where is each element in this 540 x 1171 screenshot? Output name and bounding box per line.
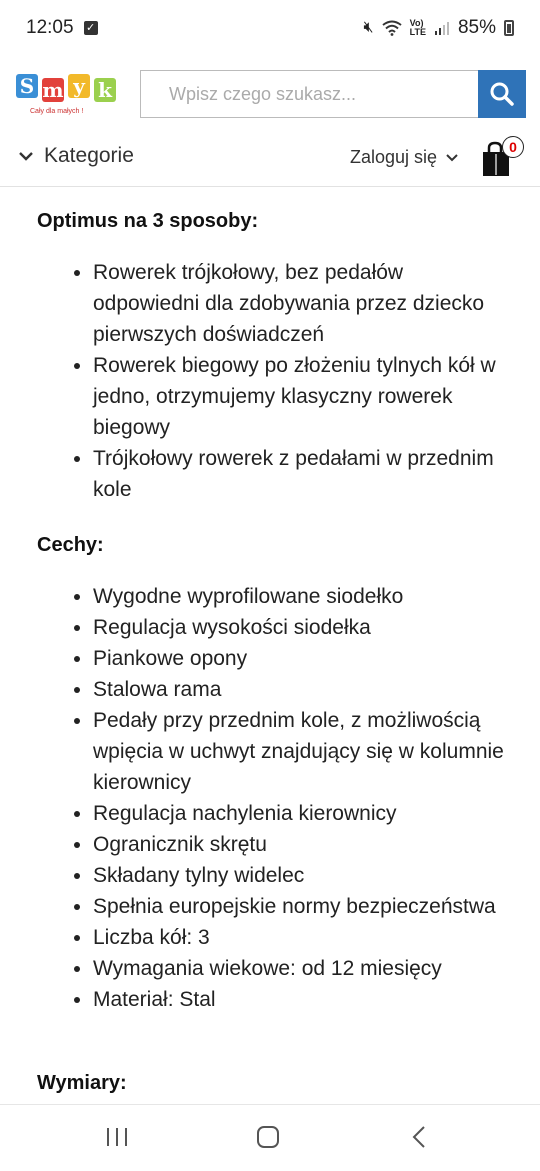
chevron-down-icon xyxy=(18,150,34,162)
chevron-down-icon xyxy=(445,153,459,163)
search-button[interactable] xyxy=(478,70,526,118)
recent-apps-icon[interactable] xyxy=(105,1125,129,1149)
section-title: Cechy: xyxy=(37,534,104,556)
list-item: • Liczba kół: 3 xyxy=(93,922,513,953)
list-item: • Materiał: Stal xyxy=(93,984,513,1015)
mute-icon: 🔇︎ xyxy=(363,19,374,36)
list-item: • Regulacja wysokości siodełka xyxy=(93,612,513,643)
logo-letter: k xyxy=(94,78,116,102)
home-icon[interactable] xyxy=(256,1125,280,1149)
feature-list xyxy=(56,257,513,505)
product-description xyxy=(0,186,540,1104)
feature-list xyxy=(56,581,513,1015)
categories-menu[interactable] xyxy=(18,144,134,168)
list-item: • Ogranicznik skrętu xyxy=(93,829,513,860)
search-bar xyxy=(140,70,526,118)
categories-label: Kategorie xyxy=(44,144,134,167)
list-item: • Spełnia europejskie normy bezpieczeństwa xyxy=(93,891,513,922)
cart-count-badge: 0 xyxy=(502,136,524,158)
list-item: • Pedały przy przednim kole, z możliwością wpięcia w uchwyt znajdujący się w kolumnie kierownicy xyxy=(93,705,513,798)
list-item: • Stalowa rama xyxy=(93,674,513,705)
list-item: • Rowerek trójkołowy, bez pedałów odpowiedni dla zdobywania przez dziecko pierwszych doświadczeń xyxy=(93,257,513,350)
wifi-icon xyxy=(382,20,402,36)
nav-bar xyxy=(0,130,540,187)
smyk-logo[interactable] xyxy=(16,70,120,118)
list-item: • Wygodne wyprofilowane siodełko xyxy=(93,581,513,612)
login-menu[interactable] xyxy=(350,147,459,168)
section-title: Optimus na 3 sposoby: xyxy=(37,210,259,232)
status-bar xyxy=(0,0,540,56)
logo-letter: S xyxy=(16,74,38,98)
notification-check-icon: ✓ xyxy=(84,21,98,35)
back-icon[interactable] xyxy=(408,1125,432,1149)
logo-letter: m xyxy=(42,78,64,102)
site-header xyxy=(0,62,540,128)
list-item: • Składany tylny widelec xyxy=(93,860,513,891)
section-title: Wymiary: xyxy=(37,1072,127,1094)
status-time: 12:05 xyxy=(26,17,74,38)
logo-letter: y xyxy=(68,74,90,98)
search-input[interactable] xyxy=(140,70,478,118)
list-item: • Piankowe opony xyxy=(93,643,513,674)
signal-icon xyxy=(434,20,450,36)
search-icon xyxy=(489,81,515,107)
battery-percent: 85% xyxy=(457,17,496,38)
list-item: • Wymagania wiekowe: od 12 miesięcy xyxy=(93,953,513,984)
cart-button[interactable] xyxy=(478,136,528,180)
volte-icon: Vo) LTE xyxy=(409,18,426,37)
logo-tagline: Cały dla małych ! xyxy=(30,108,84,115)
list-item: • Regulacja nachylenia kierownicy xyxy=(93,798,513,829)
list-item: • Rowerek biegowy po złożeniu tylnych kół w jedno, otrzymujemy klasyczny rowerek biegowy xyxy=(93,350,513,443)
login-label: Zaloguj się xyxy=(350,147,438,167)
list-item: • Trójkołowy rowerek z pedałami w przednim kole xyxy=(93,443,513,505)
battery-icon xyxy=(504,20,514,36)
system-nav-bar xyxy=(0,1104,540,1171)
